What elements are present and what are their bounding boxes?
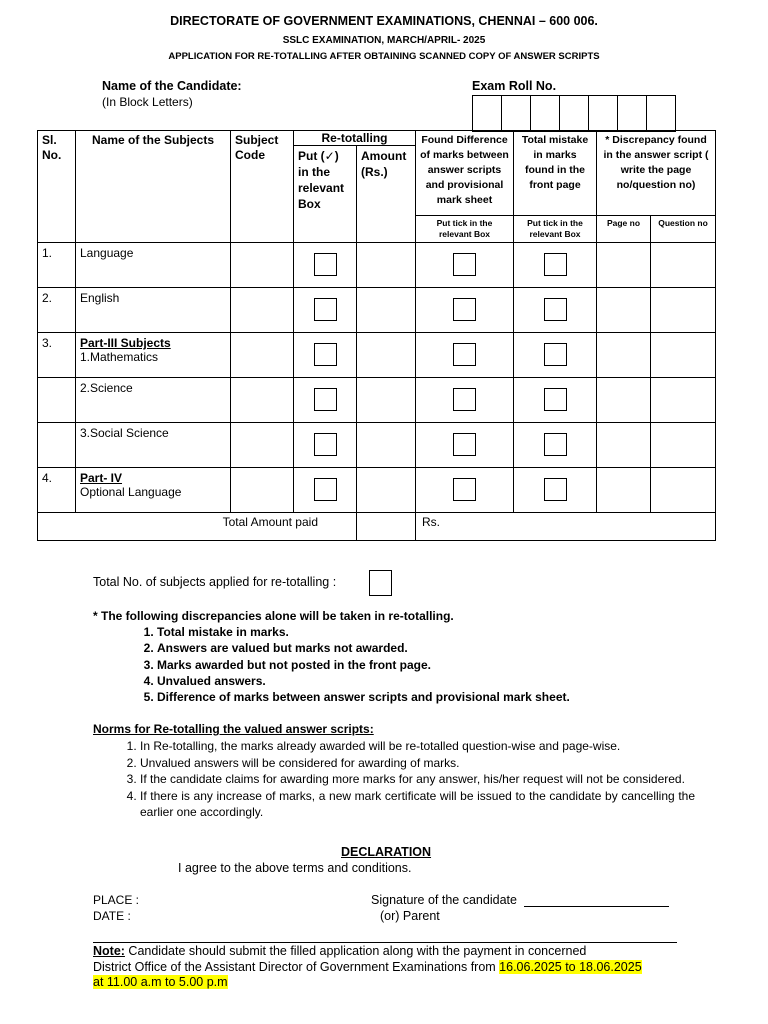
note-divider — [93, 942, 677, 943]
norms-title: Norms for Re-totalling the valued answer scripts: — [93, 722, 374, 736]
discrepancies-title: * The following discrepancies alone will be taken in re-totalling. — [93, 609, 454, 623]
header-found-difference: Found Difference of marks between answer scripts and provisional mark sheet — [416, 131, 514, 216]
row-mistake-cell — [514, 288, 597, 333]
table-row — [38, 243, 716, 288]
norm-item: 1. In Re-totalling, the marks already awarded will be re-totalled question-wise and page-wise. — [140, 738, 695, 755]
row-subject-name: 2.Science — [80, 381, 133, 395]
table-row — [38, 333, 716, 378]
mistake-tick-box[interactable] — [544, 298, 567, 321]
row-put-cell — [294, 288, 357, 333]
header-page-no: Page no — [597, 216, 651, 243]
declaration-text: I agree to the above terms and conditions. — [178, 861, 412, 875]
note-dates: 16.06.2025 to 18.06.2025 — [499, 959, 642, 974]
found-tick-box[interactable] — [453, 253, 476, 276]
row-page-no[interactable] — [597, 243, 651, 288]
row-subject-code[interactable] — [231, 378, 294, 423]
found-tick-box[interactable] — [453, 478, 476, 501]
row-put-cell — [294, 243, 357, 288]
declaration-title: DECLARATION — [341, 845, 432, 859]
row-subject — [76, 378, 231, 423]
row-found-cell — [416, 243, 514, 288]
row-subject — [76, 333, 231, 378]
header-question-no: Question no — [651, 216, 716, 243]
row-subject-code[interactable] — [231, 333, 294, 378]
roll-digit-box[interactable] — [588, 95, 618, 132]
row-mistake-cell — [514, 333, 597, 378]
retotal-tick-box[interactable] — [314, 388, 337, 411]
found-tick-box[interactable] — [453, 433, 476, 456]
row-question-no[interactable] — [651, 288, 716, 333]
row-put-cell — [294, 468, 357, 513]
mistake-tick-box[interactable] — [544, 478, 567, 501]
found-tick-box[interactable] — [453, 298, 476, 321]
retotal-tick-box[interactable] — [314, 253, 337, 276]
row-found-cell — [416, 468, 514, 513]
table-row — [38, 423, 716, 468]
roll-digit-box[interactable] — [501, 95, 531, 132]
mistake-tick-note: Put tick in the relevant Box — [514, 216, 597, 243]
note-text-1: Candidate should submit the filled application along with the payment in concerned — [124, 944, 587, 958]
header-total-mistake: Total mistake in marks found in the front page — [514, 131, 597, 216]
row-amount[interactable] — [357, 288, 416, 333]
retotal-tick-box[interactable] — [314, 343, 337, 366]
header-sl-no: Sl. No. — [38, 131, 76, 243]
row-amount[interactable] — [357, 423, 416, 468]
header-discrepancy: * Discrepancy found in the answer script ( write the page no/question no) — [597, 131, 716, 216]
mistake-tick-box[interactable] — [544, 343, 567, 366]
mistake-tick-box[interactable] — [544, 253, 567, 276]
exam-roll-boxes[interactable] — [473, 95, 676, 132]
discrepancy-item: 5. Difference of marks between answer scripts and provisional mark sheet. — [157, 689, 570, 705]
row-page-no[interactable] — [597, 378, 651, 423]
found-tick-note: Put tick in the relevant Box — [416, 216, 514, 243]
header-title: DIRECTORATE OF GOVERNMENT EXAMINATIONS, CHENNAI – 600 006. — [170, 14, 598, 28]
place-label: PLACE : — [93, 893, 140, 907]
header-amount: Amount (Rs.) — [357, 146, 416, 243]
row-subject-name: Optional Language — [80, 485, 182, 499]
date-label: DATE : — [93, 909, 131, 923]
row-subject-code[interactable] — [231, 423, 294, 468]
row-put-cell — [294, 333, 357, 378]
header-exam: SSLC EXAMINATION, MARCH/APRIL- 2025 — [282, 35, 486, 46]
found-tick-box[interactable] — [453, 343, 476, 366]
header-application: APPLICATION FOR RE-TOTALLING AFTER OBTAINING SCANNED COPY OF ANSWER SCRIPTS — [168, 51, 600, 62]
found-tick-box[interactable] — [453, 388, 476, 411]
discrepancies-list — [140, 624, 570, 705]
row-page-no[interactable] — [597, 333, 651, 378]
total-subjects-box[interactable] — [369, 570, 392, 596]
row-mistake-cell — [514, 378, 597, 423]
row-subject-code[interactable] — [231, 288, 294, 333]
roll-digit-box[interactable] — [530, 95, 560, 132]
row-put-cell — [294, 423, 357, 468]
roll-digit-box[interactable] — [617, 95, 647, 132]
note-time: at 11.00 a.m to 5.00 p.m — [93, 975, 228, 989]
header-subjects: Name of the Subjects — [76, 131, 231, 243]
retotal-tick-box[interactable] — [314, 433, 337, 456]
row-subject-name: 3.Social Science — [80, 426, 169, 440]
row-found-cell — [416, 288, 514, 333]
total-sl-empty — [38, 513, 76, 541]
discrepancy-item: 2. Answers are valued but marks not awarded. — [157, 640, 570, 656]
row-page-no[interactable] — [597, 288, 651, 333]
retotalling-table — [37, 130, 716, 541]
row-amount[interactable] — [357, 468, 416, 513]
row-subject-code[interactable] — [231, 468, 294, 513]
table-row — [38, 378, 716, 423]
note-text-2: District Office of the Assistant Director of Government Examinations from — [93, 959, 500, 974]
row-sl-no: 2. — [38, 288, 76, 333]
row-subject — [76, 288, 231, 333]
mistake-tick-box[interactable] — [544, 433, 567, 456]
retotal-tick-box[interactable] — [314, 298, 337, 321]
row-sl-no: 3. — [38, 333, 76, 378]
row-found-cell — [416, 423, 514, 468]
header-retotalling: Re-totalling — [294, 131, 416, 146]
discrepancy-item: 3. Marks awarded but not posted in the front page. — [157, 657, 570, 673]
row-question-no[interactable] — [651, 423, 716, 468]
header-subject-code: Subject Code — [231, 131, 294, 243]
exam-roll-label: Exam Roll No. — [472, 79, 557, 93]
norm-item: 4. If there is any increase of marks, a new mark certificate will be issued to the candidate by cancelling the earlier one accordingly. — [140, 788, 695, 821]
total-subjects-label: Total No. of subjects applied for re-totalling : — [93, 575, 337, 589]
row-question-no[interactable] — [651, 243, 716, 288]
norm-item: 3. If the candidate claims for awarding more marks for any answer, his/her request will not be considered. — [140, 771, 695, 788]
table-row — [38, 288, 716, 333]
total-amount-label: Total Amount paid — [76, 513, 357, 541]
retotal-tick-box[interactable] — [314, 478, 337, 501]
row-subject-group: Part-III Subjects — [80, 336, 171, 350]
total-amount-rs[interactable]: Rs. — [416, 513, 716, 541]
note-label: Note: — [93, 944, 125, 958]
row-sl-no — [38, 378, 76, 423]
row-subject — [76, 468, 231, 513]
row-mistake-cell — [514, 423, 597, 468]
row-amount[interactable] — [357, 378, 416, 423]
discrepancy-item: 4. Unvalued answers. — [157, 673, 570, 689]
row-sl-no: 4. — [38, 468, 76, 513]
discrepancy-item: 1. Total mistake in marks. — [157, 624, 570, 640]
norms-list — [120, 738, 695, 821]
candidate-name-sub: (In Block Letters) — [102, 95, 193, 109]
row-subject-name: English — [80, 291, 120, 305]
candidate-name-label: Name of the Candidate: — [102, 79, 242, 93]
table-row — [38, 468, 716, 513]
parent-label: (or) Parent — [380, 909, 440, 923]
row-amount[interactable] — [357, 333, 416, 378]
row-question-no[interactable] — [651, 378, 716, 423]
row-question-no[interactable] — [651, 333, 716, 378]
row-subject — [76, 423, 231, 468]
row-mistake-cell — [514, 243, 597, 288]
roll-digit-box[interactable] — [472, 95, 502, 132]
row-mistake-cell — [514, 468, 597, 513]
row-subject-group: Part- IV — [80, 471, 123, 485]
row-question-no[interactable] — [651, 468, 716, 513]
row-page-no[interactable] — [597, 468, 651, 513]
signature-label: Signature of the candidate — [371, 893, 517, 907]
row-sl-no — [38, 423, 76, 468]
row-put-cell — [294, 378, 357, 423]
row-subject — [76, 243, 231, 288]
row-found-cell — [416, 333, 514, 378]
row-page-no[interactable] — [597, 423, 651, 468]
note — [93, 944, 733, 991]
signature-line[interactable] — [524, 906, 669, 907]
mistake-tick-box[interactable] — [544, 388, 567, 411]
row-found-cell — [416, 378, 514, 423]
norm-item: 2. Unvalued answers will be considered for awarding of marks. — [140, 755, 695, 772]
roll-digit-box[interactable] — [646, 95, 676, 132]
total-put-cell — [357, 513, 416, 541]
row-subject-name: Language — [80, 246, 134, 260]
row-subject-code[interactable] — [231, 243, 294, 288]
row-amount[interactable] — [357, 243, 416, 288]
header-put-tick: Put (✓) in the relevant Box — [294, 146, 357, 243]
row-subject-name: 1.Mathematics — [80, 350, 159, 364]
row-sl-no: 1. — [38, 243, 76, 288]
roll-digit-box[interactable] — [559, 95, 589, 132]
